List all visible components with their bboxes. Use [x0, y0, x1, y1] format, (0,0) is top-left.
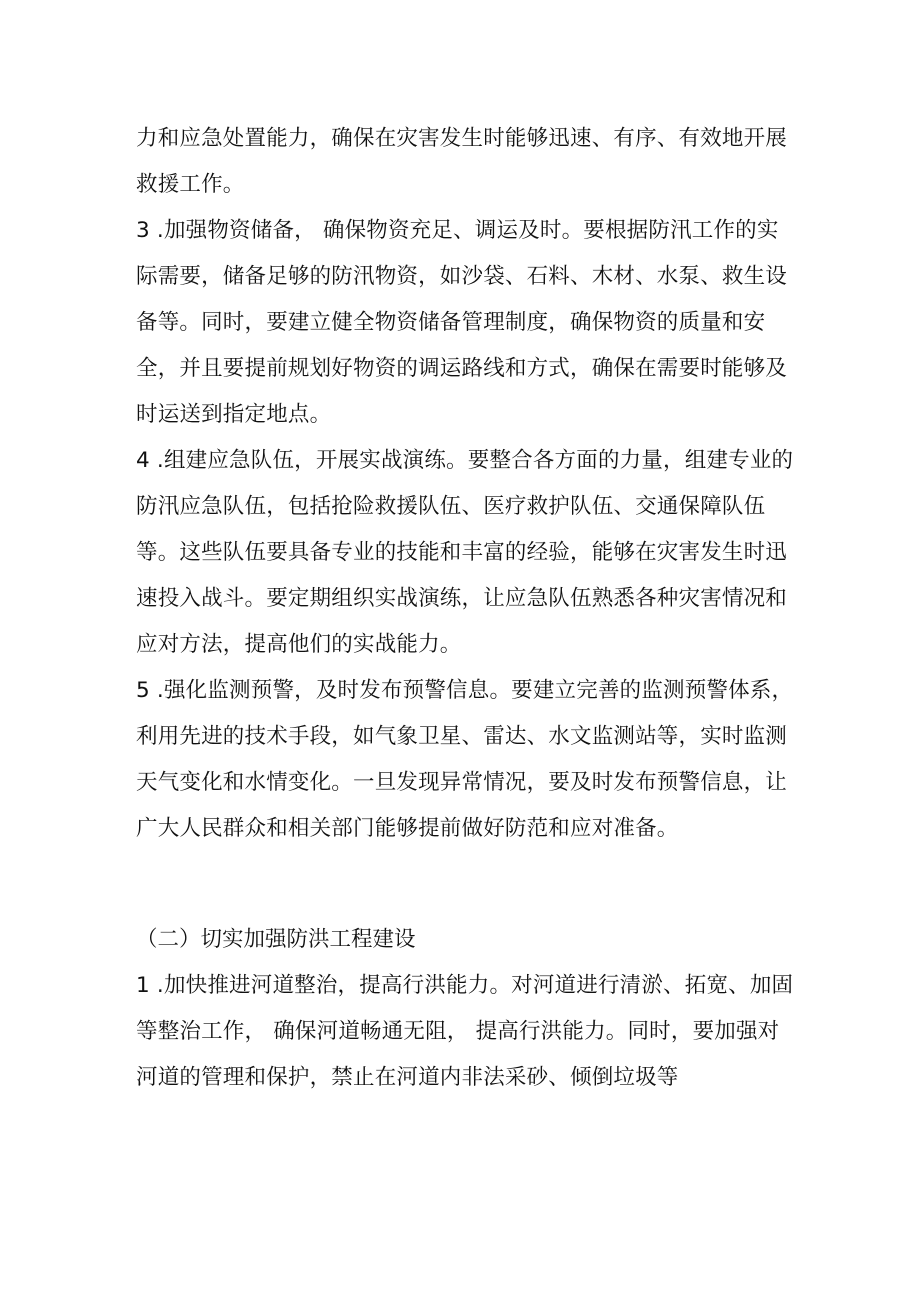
paragraph-continuation: 力和应急处置能力，确保在灾害发生时能够迅速、有序、有效地开展救援工作。: [136, 126, 788, 197]
section-heading: （二）切实加强防洪工程建设: [136, 927, 416, 952]
paragraph-item-4: 4 .组建应急队伍，开展实战演练。要整合各方面的力量，组建专业的防汛应急队伍，包括抢险救援队伍、医疗救护队伍、交通保障队伍等。这些队伍要具备专业的技能和丰富的经验，能够在灾害发生时迅速投入战斗。要定期组织实战演练，让应急队伍熟悉各种灾害情况和应对方法，提高他们的实战能力。: [136, 448, 794, 657]
paragraph-item-1: 1 .加快推进河道整治，提高行洪能力。对河道进行清淤、拓宽、加固等整治工作， 确保河道畅通无阻， 提高行洪能力。同时，要加强对河道的管理和保护，禁止在河道内非法采砂、倾倒垃圾等: [136, 973, 794, 1090]
paragraph-item-3: 3 .加强物资储备， 确保物资充足、调运及时。要根据防汛工作的实际需要，储备足够的防汛物资，如沙袋、石料、木材、水泵、救生设备等。同时，要建立健全物资储备管理制度，确保物资的质量和安全，并且要提前规划好物资的调运路线和方式，确保在需要时能够及时运送到指定地点。: [136, 218, 788, 427]
document-body: [136, 116, 796, 1101]
paragraph-item-5: 5 .强化监测预警，及时发布预警信息。要建立完善的监测预警体系，利用先进的技术手段，如气象卫星、雷达、水文监测站等，实时监测天气变化和水情变化。一旦发现异常情况，要及时发布预警信息，让广大人民群众和相关部门能够提前做好防范和应对准备。: [136, 678, 794, 841]
